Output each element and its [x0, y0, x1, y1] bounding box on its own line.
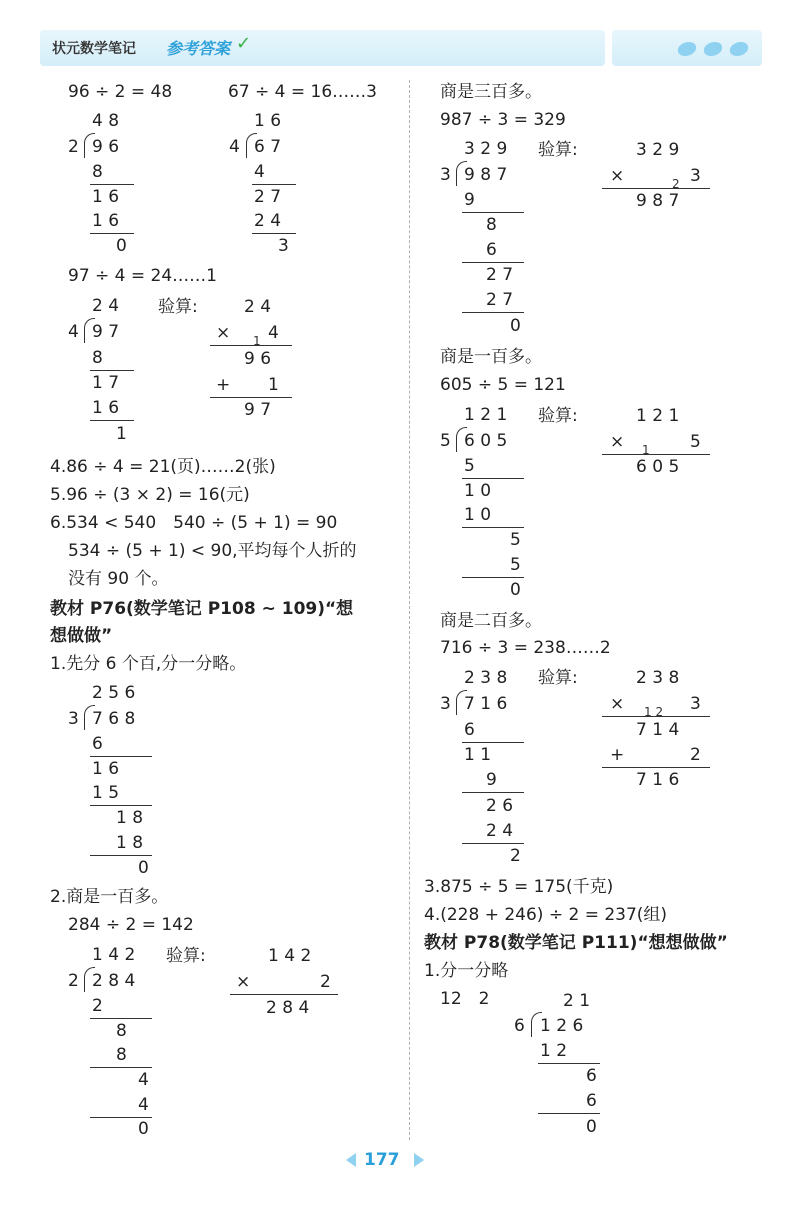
rule-line — [462, 792, 524, 793]
rule-line — [462, 312, 524, 313]
step: 1 6 — [92, 398, 120, 418]
step: 2 7 — [486, 265, 514, 285]
check-number: 2 — [690, 745, 701, 765]
rule-line — [90, 1067, 152, 1068]
rule-line — [90, 233, 134, 234]
answer-line: 商是三百多。 — [440, 82, 542, 102]
quotient: 2 5 6 — [92, 683, 136, 703]
page-number: 177 — [364, 1150, 400, 1170]
step: 0 — [510, 316, 521, 336]
divisor: 2 — [68, 971, 79, 991]
times-sign: × — [610, 432, 625, 452]
answer-line: 商是二百多。 — [440, 611, 542, 631]
check-number: 2 8 4 — [266, 998, 310, 1018]
quotient: 2 1 — [563, 991, 591, 1011]
step: 8 — [116, 1045, 127, 1065]
dividend: 9 7 — [92, 322, 120, 342]
step: 9 — [486, 770, 497, 790]
step: 2 7 — [254, 187, 282, 207]
step: 2 — [92, 996, 103, 1016]
rule-line — [252, 233, 296, 234]
step: 1 8 — [116, 808, 144, 828]
divisor: 3 — [440, 165, 451, 185]
quotient: 1 4 2 — [92, 945, 136, 965]
rule-line — [538, 1063, 600, 1064]
divisor: 5 — [440, 431, 451, 451]
step: 8 — [486, 215, 497, 235]
check-number: 5 — [690, 432, 701, 452]
rule-line — [602, 767, 710, 768]
check-number: 4 — [268, 323, 279, 343]
step: 6 — [464, 720, 475, 740]
rule-line — [230, 994, 338, 995]
divisor: 3 — [440, 694, 451, 714]
check-number: 9 8 7 — [636, 191, 680, 211]
check-number: 2 3 8 — [636, 668, 680, 688]
answer-line: 2.商是一百多。 — [50, 887, 169, 907]
rule-line — [210, 345, 292, 346]
step: 5 — [510, 530, 521, 550]
rule-line — [90, 1117, 152, 1118]
carry-digit: 2 — [672, 177, 680, 191]
divisor: 2 — [68, 137, 79, 157]
answer-line: 3.875 ÷ 5 = 175(千克) — [424, 877, 614, 897]
answer-line: 1.分一分略 — [424, 961, 509, 981]
step: 0 — [510, 580, 521, 600]
equation: 987 ÷ 3 = 329 — [440, 110, 566, 130]
step: 1 6 — [92, 759, 120, 779]
rule-line — [90, 805, 152, 806]
dividend: 6 7 — [254, 137, 282, 157]
step: 2 4 — [486, 821, 514, 841]
check-number: 9 7 — [244, 400, 272, 420]
step: 2 7 — [486, 290, 514, 310]
rule-line — [462, 262, 524, 263]
rule-line — [462, 527, 524, 528]
check-label: 验算: — [538, 406, 578, 426]
step: 1 6 — [92, 211, 120, 231]
check-number: 1 — [268, 375, 279, 395]
answer-line: 534 ÷ (5 + 1) < 90,平均每个人折的 — [68, 541, 357, 561]
answer-line: 5.96 ÷ (3 × 2) = 16(元) — [50, 485, 250, 505]
plus-sign: + — [610, 745, 625, 765]
step: 0 — [116, 236, 127, 256]
carry-digit: 1 — [253, 334, 261, 348]
rule-line — [462, 843, 524, 844]
step: 1 — [116, 424, 127, 444]
answer-line: 1.先分 6 个百,分一分略。 — [50, 654, 247, 674]
step: 4 — [138, 1070, 149, 1090]
dividend: 2 8 4 — [92, 971, 136, 991]
quotient: 4 8 — [92, 111, 120, 131]
rule-line — [90, 756, 152, 757]
equation: 97 ÷ 4 = 24……1 — [68, 266, 217, 286]
step: 9 — [464, 190, 475, 210]
step: 0 — [138, 1119, 149, 1139]
step: 2 6 — [486, 796, 514, 816]
check-icon: ✓ — [236, 33, 252, 54]
check-number: 7 1 4 — [636, 720, 680, 740]
answer-line: 没有 90 个。 — [68, 569, 169, 589]
equation: 67 ÷ 4 = 16……3 — [228, 82, 377, 102]
dividend: 7 6 8 — [92, 709, 136, 729]
rule-line — [462, 742, 524, 743]
dividend: 9 6 — [92, 137, 120, 157]
rule-line — [602, 188, 710, 189]
times-sign: × — [610, 166, 625, 186]
equation: 605 ÷ 5 = 121 — [440, 375, 566, 395]
equation: 284 ÷ 2 = 142 — [68, 915, 194, 935]
step: 1 1 — [464, 745, 492, 765]
equation: 716 ÷ 3 = 238……2 — [440, 638, 611, 658]
check-label: 验算: — [538, 668, 578, 688]
check-number: 9 6 — [244, 349, 272, 369]
check-number: 1 4 2 — [268, 946, 312, 966]
answer-line: 12 2 — [440, 989, 490, 1009]
step: 5 — [464, 456, 475, 476]
step: 8 — [92, 348, 103, 368]
quotient: 1 2 1 — [464, 405, 508, 425]
step: 1 8 — [116, 833, 144, 853]
header-answer-label: 参考答案 — [166, 39, 231, 58]
carry-digit: 1 2 — [644, 705, 664, 719]
equation: 96 ÷ 2 = 48 — [68, 82, 173, 102]
rule-line — [210, 397, 292, 398]
check-number: 3 — [690, 166, 701, 186]
column-divider — [409, 80, 410, 1140]
rule-line — [462, 478, 524, 479]
check-number: 7 1 6 — [636, 770, 680, 790]
step: 1 0 — [464, 481, 492, 501]
dividend: 7 1 6 — [464, 694, 508, 714]
divisor: 4 — [68, 322, 79, 342]
carry-digit: 1 — [642, 443, 650, 457]
quotient: 3 2 9 — [464, 139, 508, 159]
check-number: 2 — [320, 972, 331, 992]
rule-line — [252, 184, 296, 185]
plus-sign: + — [216, 375, 231, 395]
times-sign: × — [216, 323, 231, 343]
step: 4 — [138, 1095, 149, 1115]
rule-line — [90, 855, 152, 856]
check-number: 2 4 — [244, 297, 272, 317]
dividend: 1 2 6 — [540, 1016, 584, 1036]
check-label: 验算: — [166, 946, 206, 966]
quotient: 2 3 8 — [464, 668, 508, 688]
answer-line: 6.534 < 540 540 ÷ (5 + 1) = 90 — [50, 513, 338, 533]
next-arrow-icon — [414, 1153, 424, 1167]
answer-line: 4.86 ÷ 4 = 21(页)……2(张) — [50, 457, 276, 477]
divisor: 6 — [514, 1016, 525, 1036]
step: 0 — [586, 1117, 597, 1137]
step: 6 — [486, 240, 497, 260]
check-number: 3 — [690, 694, 701, 714]
rule-line — [90, 1018, 152, 1019]
check-label: 验算: — [158, 297, 198, 317]
step: 1 6 — [92, 187, 120, 207]
dividend: 9 8 7 — [464, 165, 508, 185]
step: 5 — [510, 555, 521, 575]
prev-arrow-icon — [346, 1153, 356, 1167]
times-sign: × — [610, 694, 625, 714]
step: 8 — [92, 162, 103, 182]
step: 6 — [92, 734, 103, 754]
step: 1 2 — [540, 1041, 568, 1061]
divisor: 4 — [229, 137, 240, 157]
divisor: 3 — [68, 709, 79, 729]
section-heading: 教材 P76(数学笔记 P108 ~ 109)“想 — [50, 599, 354, 619]
section-heading: 想做做” — [50, 626, 113, 646]
check-number: 3 2 9 — [636, 140, 680, 160]
dividend: 6 0 5 — [464, 431, 508, 451]
step: 0 — [138, 858, 149, 878]
quotient: 2 4 — [92, 296, 120, 316]
step: 2 — [510, 846, 521, 866]
answer-line: 4.(228 + 246) ÷ 2 = 237(组) — [424, 905, 668, 925]
rule-line — [538, 1113, 600, 1114]
step: 1 0 — [464, 505, 492, 525]
step: 1 7 — [92, 373, 120, 393]
step: 6 — [586, 1091, 597, 1111]
quotient: 1 6 — [254, 111, 282, 131]
rule-line — [90, 184, 134, 185]
rule-line — [462, 212, 524, 213]
rule-line — [90, 420, 134, 421]
answer-line: 商是一百多。 — [440, 347, 542, 367]
rule-line — [462, 577, 524, 578]
step: 6 — [586, 1066, 597, 1086]
step: 1 5 — [92, 783, 120, 803]
section-heading: 教材 P78(数学笔记 P111)“想想做做” — [424, 933, 728, 953]
check-number: 6 0 5 — [636, 457, 680, 477]
step: 2 4 — [254, 211, 282, 231]
rule-line — [602, 716, 710, 717]
step: 4 — [254, 162, 265, 182]
check-label: 验算: — [538, 140, 578, 160]
step: 8 — [116, 1021, 127, 1041]
check-number: 1 2 1 — [636, 406, 680, 426]
times-sign: × — [236, 972, 251, 992]
rule-line — [90, 370, 134, 371]
step: 3 — [278, 236, 289, 256]
header-title: 状元数学笔记 — [52, 41, 136, 57]
rule-line — [602, 454, 710, 455]
